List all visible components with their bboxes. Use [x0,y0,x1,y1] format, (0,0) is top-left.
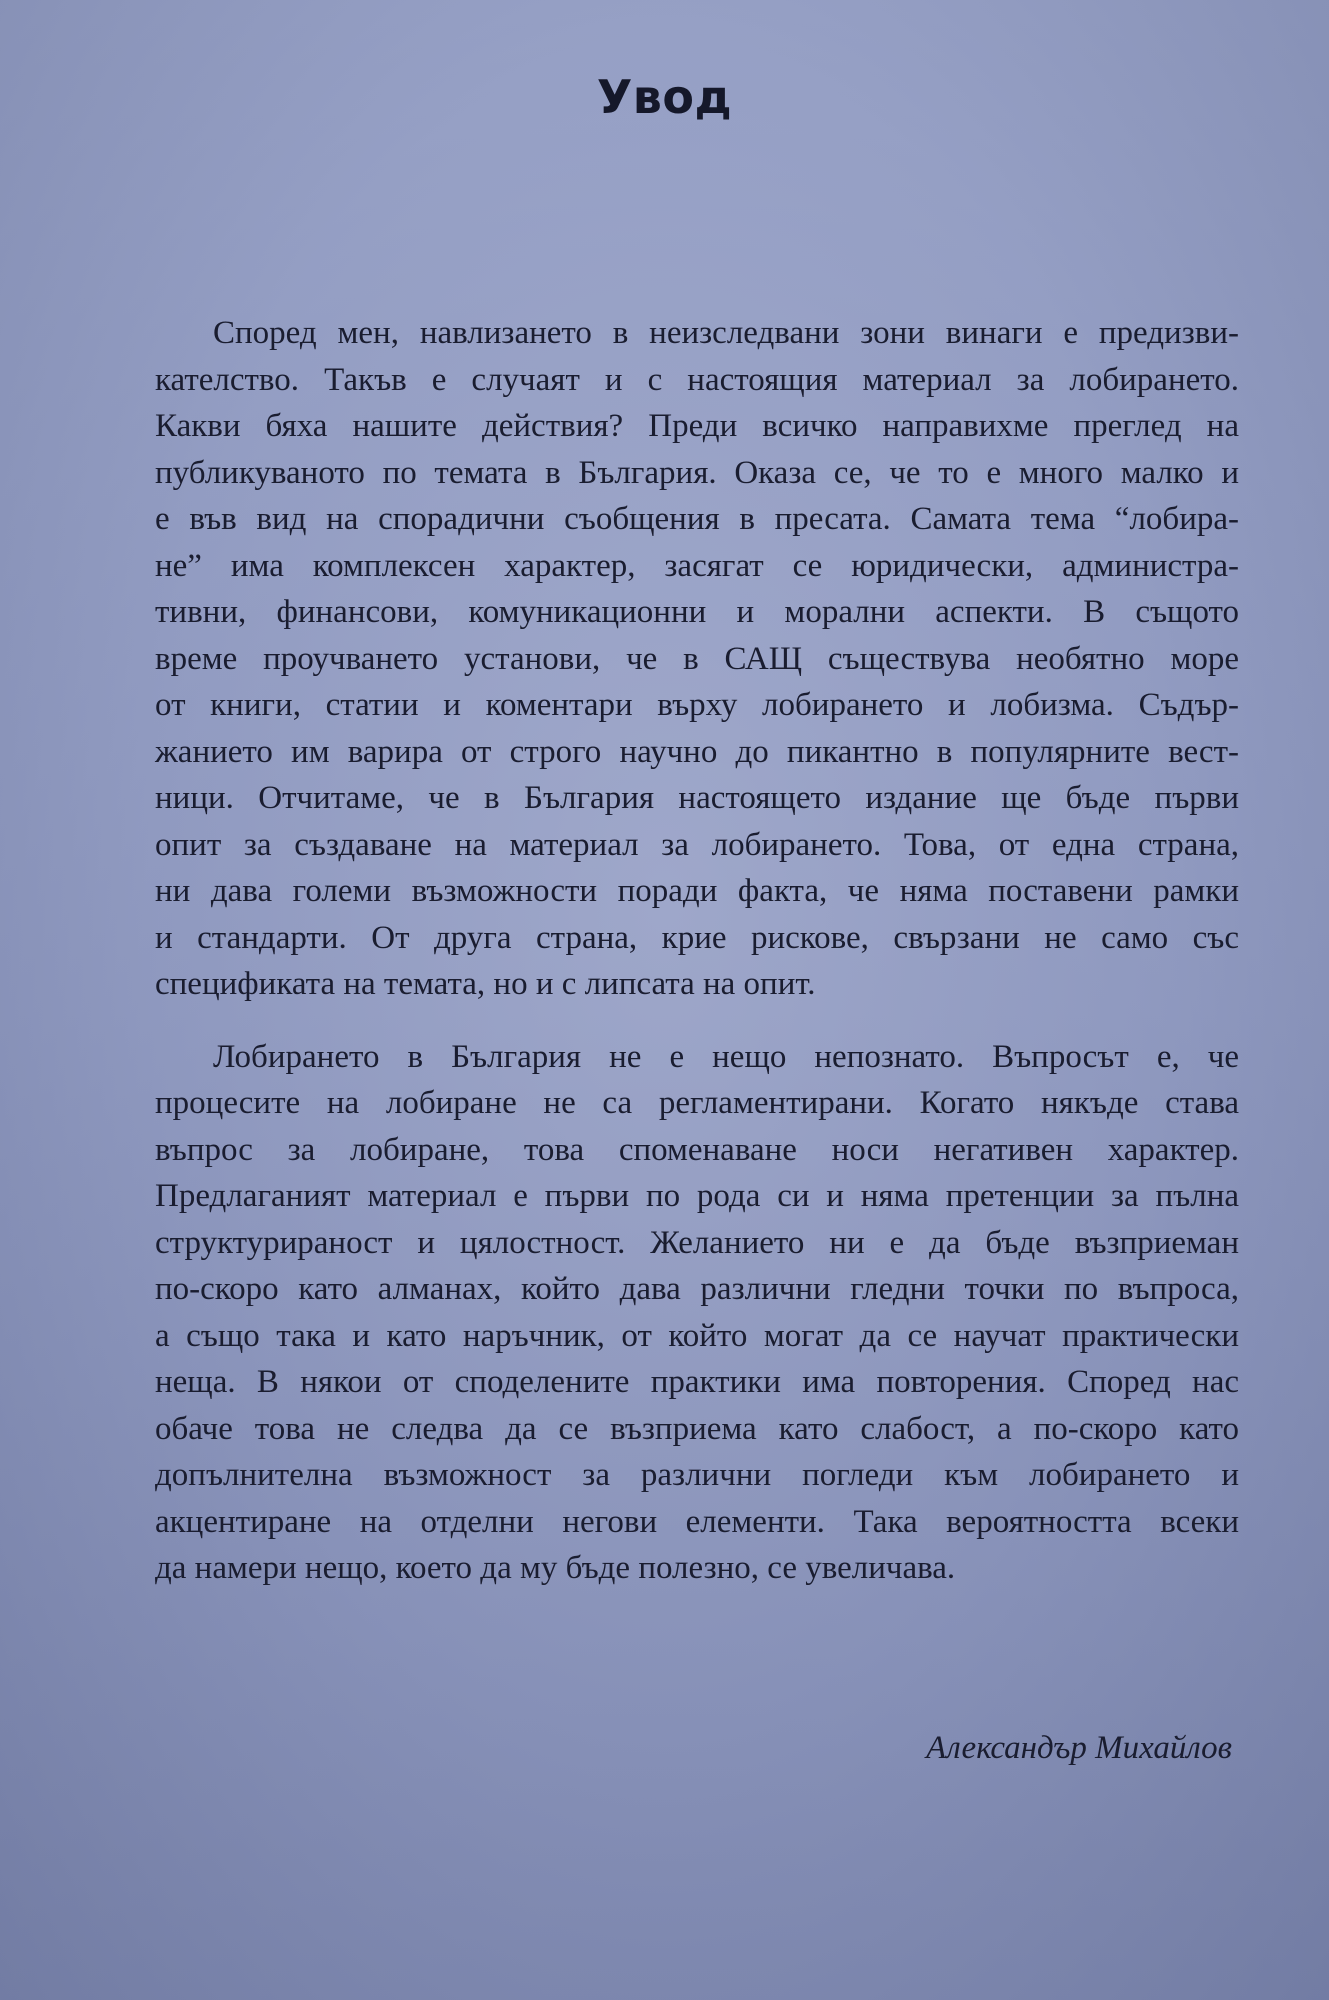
text-line: структурираност и цялостност. Желанието ни е да бъде възприеман [155,1224,1239,1261]
text-line: кателство. Такъв е случаят и с настоящия материал за лобирането. [155,361,1239,398]
text-line: ници. Отчитаме, че в България настоящето издание ще бъде първи [155,780,1239,816]
text-line: неща. В някои от споделените практики има повторения. Според нас [155,1364,1239,1400]
text-line: по-скоро като алманах, който дава различни гледни точки по въпроса, [155,1271,1239,1307]
text-line: Според мен, навлизането в неизследвани зони винаги е предизви- [213,315,1239,351]
page-title: Увод [596,70,733,124]
text-line: тивни, финансови, комуникационни и морални аспекти. В същото [155,594,1239,630]
text-line: допълнителна възможност за различни погледи към лобирането и [155,1457,1239,1493]
text-line: акцентиране на отделни негови елементи. Така вероятността всеки [155,1503,1239,1540]
text-line: ни дава големи възможности поради факта, че няма поставени рамки [155,873,1239,909]
body-text [97,310,1239,1592]
text-line: да намери нещо, което да му бъде полезно, се увеличава. [155,1550,956,1586]
text-line: е във вид на спорадични съобщения в пресата. Самата тема “лобира- [155,501,1239,537]
text-line: не” има комплексен характер, засягат се юридически, администра- [155,547,1239,584]
paragraph-1 [97,310,1239,1008]
text-line: въпрос за лобиране, това споменаване носи негативен характер. [155,1131,1239,1168]
text-line: публикуваното по темата в България. Оказа се, че то е много малко и [155,454,1239,491]
text-line: жанието им варира от строго научно до пикантно в популярните вест- [155,733,1239,770]
text-line: обаче това не следва да се възприема като слабост, а по-скоро като [155,1410,1239,1447]
text-line: от книги, статии и коментари върху лобирането и лобизма. Съдър- [155,687,1239,723]
text-line: спецификата на темата, но и с липсата на опит. [155,966,816,1002]
text-line: Какви бяха нашите действия? Преди всичко направихме преглед на [155,408,1239,444]
author-signature: Александър Михайлов [926,1730,1232,1766]
text-line: опит за създаване на материал за лобирането. Това, от една страна, [155,826,1239,863]
text-line: и стандарти. От друга страна, крие рискове, свързани не само със [155,919,1239,956]
paragraph-2 [97,1034,1239,1592]
text-line: процесите на лобиране не са регламентирани. Когато някъде става [155,1085,1239,1121]
text-line: Лобирането в България не е нещо непознато. Въпросът е, че [213,1038,1239,1075]
text-line: Предлаганият материал е първи по рода си и няма претенции за пълна [155,1178,1239,1214]
text-line: а също така и като наръчник, от който могат да се научат практически [155,1317,1239,1354]
paragraph-spacer [97,1008,1239,1034]
text-line: време проучването установи, че в САЩ съществува необятно море [155,640,1239,677]
